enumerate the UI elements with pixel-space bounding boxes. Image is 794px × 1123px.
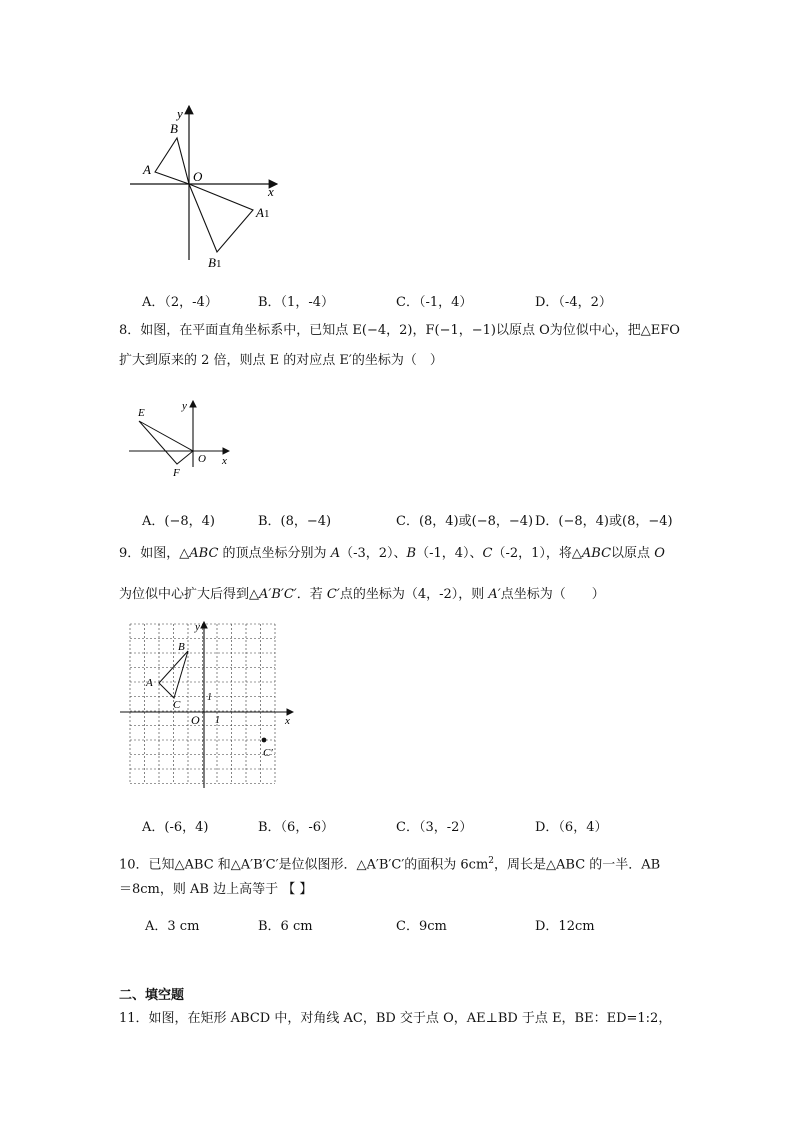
q10-option-a[interactable]: A．3 cm [145,919,200,934]
q7-option-c[interactable]: C．（-1，4） [396,295,473,310]
q9-option-b[interactable]: B．（6，-6） [258,820,334,835]
q11-stem-line1: 11．如图，在矩形 ABCD 中，对角线 AC，BD 交于点 O，AE⊥BD 于点 E，BE：ED=1:2， [119,1011,672,1026]
triangle-A1B1O [189,184,253,252]
q8-option-d[interactable]: D．(−8，4)或(8，−4) [535,514,673,529]
label-F: F [173,467,180,479]
q8-stem-line2: 扩大到原来的 2 倍，则点 E 的对应点 E′的坐标为（ ） [119,353,443,368]
triangle-ABC [159,651,188,698]
label-x: x [268,184,274,199]
q8-option-c[interactable]: C．(8，4)或(−8，−4) [396,514,534,529]
label-O: O [198,453,206,465]
label-E: E [138,407,145,419]
label-y: y [182,400,187,412]
q10-stem-line1: 10．已知△ABC 和△A′B′C′是位似图形．△A′B′C′的面积为 $6cm^2$，周长是△ABC 的一半．AB [119,856,661,873]
q7-option-b[interactable]: B．（1，-4） [258,295,334,310]
label-A: A [143,162,151,177]
q10-option-c[interactable]: C．9cm [396,919,447,934]
label-B1: B1 [208,255,222,270]
q9-stem-line2: 为位似中心扩大后得到△A′B′C′．若 C′点的坐标为（4，-2），则 A′点坐标为（ ） [119,587,605,602]
q9-option-a[interactable]: A．(-6，4) [142,820,209,835]
section-title: 二、填空题 [119,988,185,1003]
label-B: B [178,641,185,653]
label-x: x [222,455,227,467]
q7-figure [125,100,285,275]
grid [130,624,275,784]
triangle-EFO [139,421,193,464]
label-A1: A1 [256,205,270,220]
label-B: B [170,121,178,136]
q9-option-d[interactable]: D．（6，4） [535,820,608,835]
q9-stem-line1: 9．如图，△ABC 的顶点坐标分别为 A（-3，2）、B（-1，4）、C（-2，1），将△ABC以原点 O [119,546,665,561]
q7-option-a[interactable]: A．（2，-4） [142,295,218,310]
label-y: y [195,621,200,633]
q10-option-d[interactable]: D．12cm [535,919,595,934]
q8-stem-line1: 8．如图，在平面直角坐标系中，已知点 E(−4，2)，F(−1，−1)以原点 O为位似中心，把△EFO [119,323,680,338]
label-O: O [193,169,203,184]
label-A: A [146,677,153,689]
triangle-ABO [155,138,189,184]
q8-option-a[interactable]: A．(−8，4) [142,514,215,529]
tick-1-x: 1 [215,715,220,726]
label-x: x [285,715,290,727]
q8-figure [125,395,245,485]
label-C-prime: C′ [263,747,273,759]
q10-stem-line2: ＝8cm，则 AB 边上高等于 【 】 [119,882,313,897]
q8-option-b[interactable]: B．(8，−4) [258,514,332,529]
q9-figure [118,620,298,790]
label-C: C [173,699,181,711]
q7-option-d[interactable]: D．（-4，2） [535,295,612,310]
label-O: O [191,713,200,727]
label-y: y [177,106,183,121]
point-C-prime [262,738,267,743]
q10-option-b[interactable]: B．6 cm [258,919,313,934]
q9-option-c[interactable]: C．（3，-2） [396,820,473,835]
tick-1-y: 1 [207,692,212,703]
